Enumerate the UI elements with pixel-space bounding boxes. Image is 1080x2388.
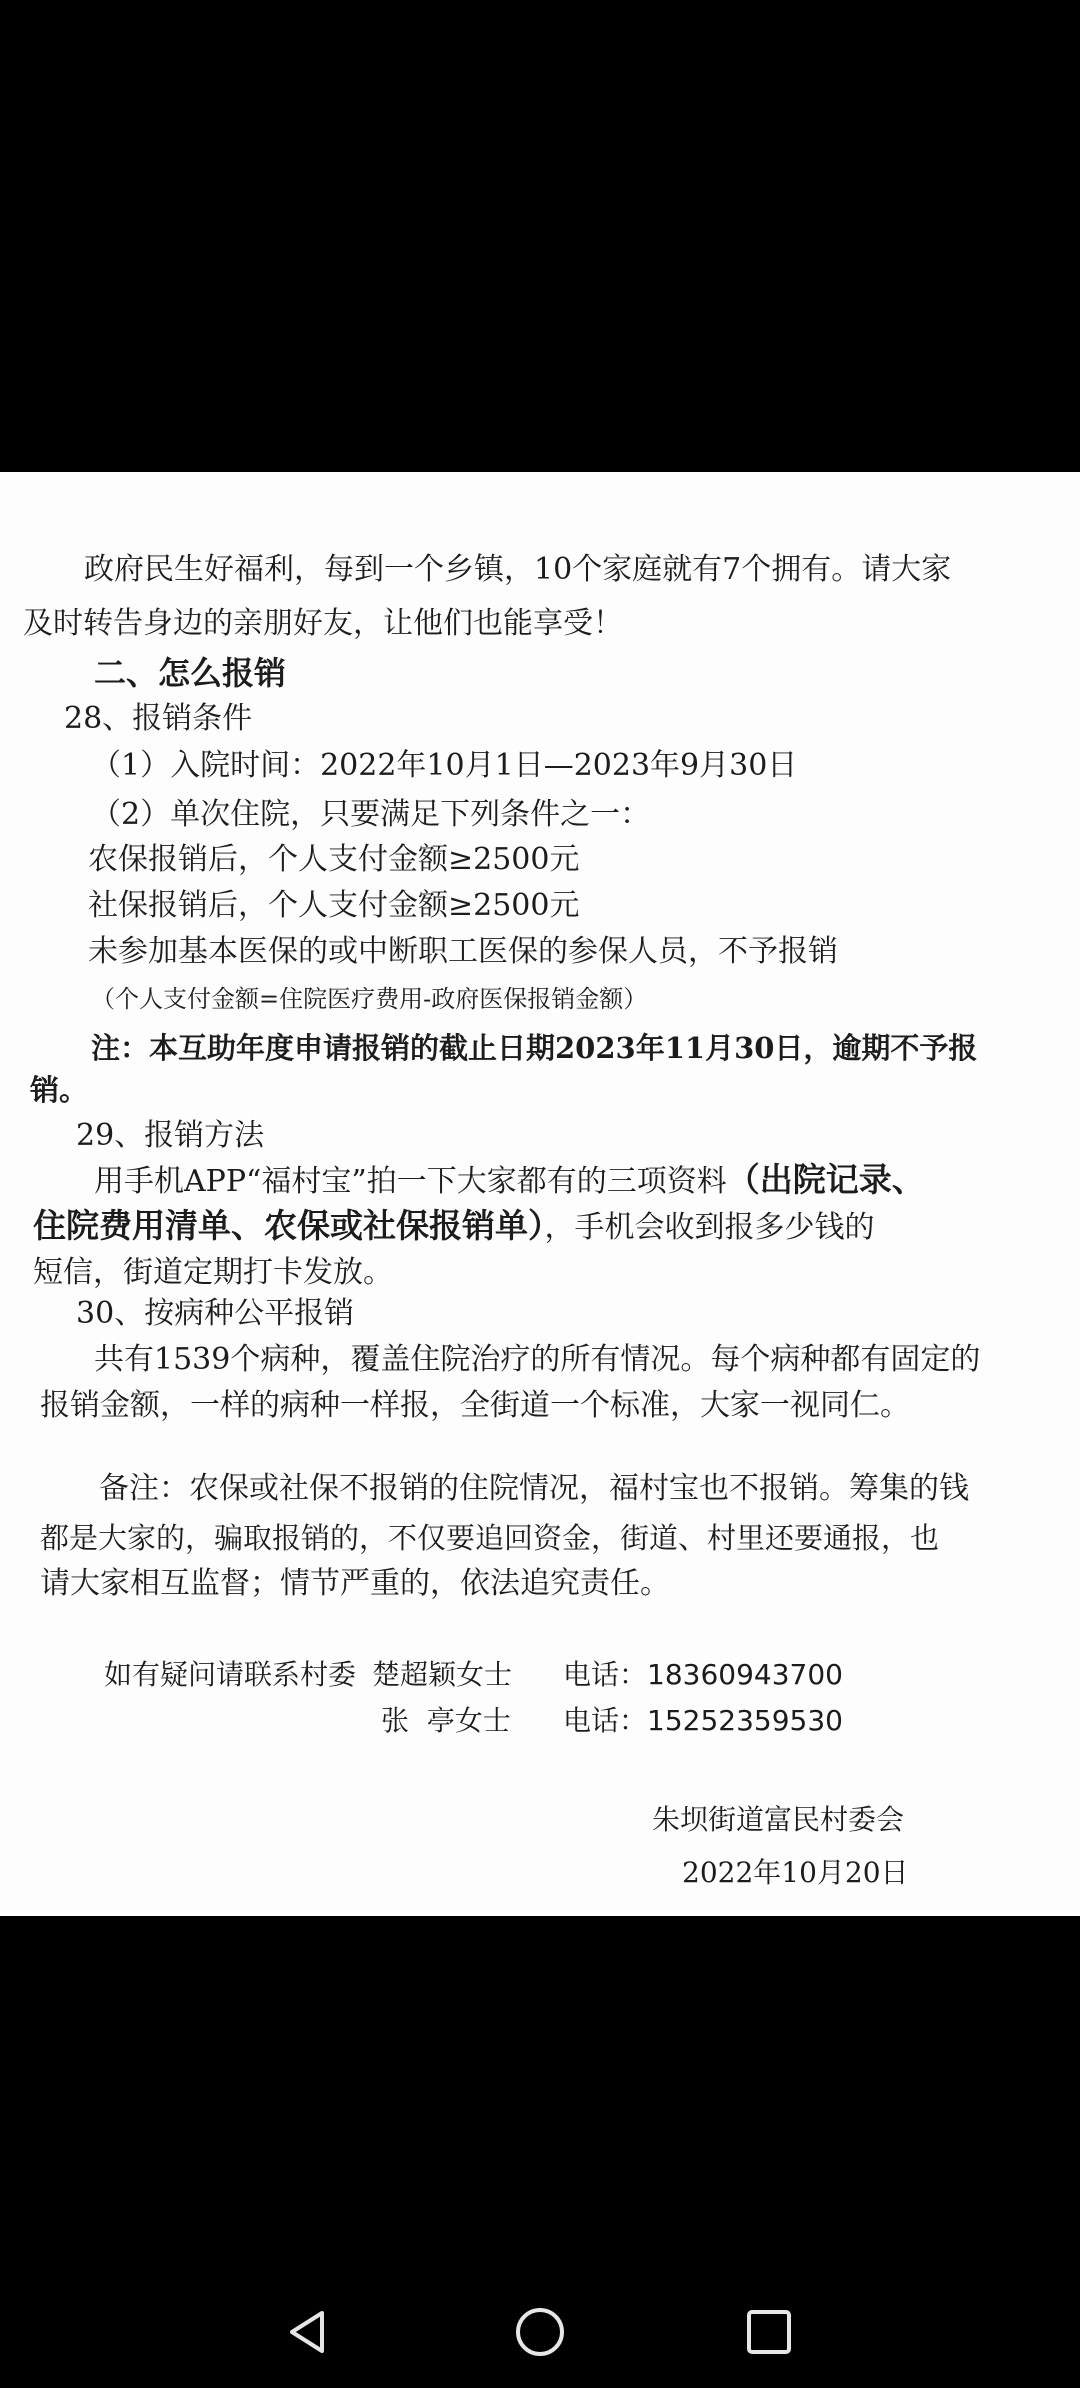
item30-heading: 30、按病种公平报销 (76, 1296, 355, 1331)
home-button[interactable] (510, 2302, 570, 2362)
item28-condition-1: （1）入院时间：2022年10月1日—2023年9月30日 (91, 748, 798, 783)
item28-note-line-2: 销。 (30, 1073, 89, 1107)
item28-option-2: 社保报销后，个人支付金额≥2500元 (88, 888, 580, 923)
item30-line-2: 报销金额，一样的病种一样报，全街道一个标准，大家一视同仁。 (40, 1388, 910, 1423)
item29-line-1-plain: 用手机APP“福村宝”拍一下大家都有的三项资料 (94, 1164, 727, 1199)
signature-date: 2022年10月20日 (682, 1856, 909, 1889)
back-icon (282, 2305, 336, 2359)
item28-option-1: 农保报销后，个人支付金额≥2500元 (88, 842, 580, 877)
notice-document (0, 472, 1080, 1916)
navigation-bar (0, 2272, 1080, 2388)
contact-phone-1: 电话：18360943700 (563, 1658, 843, 1691)
item29-line-2 (33, 1206, 875, 1245)
recents-button[interactable] (739, 2302, 799, 2362)
item29-line-1 (94, 1160, 925, 1199)
signature-org: 朱坝街道富民村委会 (652, 1803, 905, 1836)
recents-icon (743, 2306, 795, 2358)
contact-person-2: 张 亭女士 (381, 1704, 511, 1737)
home-icon (512, 2304, 568, 2360)
item29-heading: 29、报销方法 (76, 1118, 265, 1153)
remark-line-2: 都是大家的，骗取报销的，不仅要追回资金，街道、村里还要通报，也 (40, 1521, 940, 1555)
contact-phone-2: 电话：15252359530 (563, 1704, 843, 1737)
item29-line-1-bold: （出院记录、 (726, 1160, 925, 1199)
contact-person-1: 楚超颖女士 (372, 1658, 513, 1691)
item29-line-2-plain: ，手机会收到报多少钱的 (544, 1210, 875, 1245)
remark-line-3: 请大家相互监督；情节严重的，依法追究责任。 (40, 1566, 670, 1601)
contact-intro: 如有疑问请联系村委 (104, 1658, 357, 1691)
item28-note-line-1: 注：本互助年度申请报销的截止日期2023年11月30日，逾期不予报 (91, 1031, 978, 1065)
back-button[interactable] (279, 2302, 339, 2362)
intro-line-1: 政府民生好福利，每到一个乡镇，10个家庭就有7个拥有。请大家 (84, 552, 952, 587)
remark-line-1: 备注：农保或社保不报销的住院情况，福村宝也不报销。筹集的钱 (99, 1471, 969, 1506)
item29-line-2-bold: 住院费用清单、农保或社保报销单） (33, 1206, 545, 1245)
item29-line-3: 短信，街道定期打卡发放。 (33, 1255, 393, 1290)
section-title: 二、怎么报销 (94, 654, 287, 692)
item28-condition-2: （2）单次住院，只要满足下列条件之一： (91, 797, 651, 832)
item28-formula: （个人支付金额=住院医疗费用-政府医保报销金额） (91, 985, 648, 1013)
item28-option-3: 未参加基本医保的或中断职工医保的参保人员，不予报销 (88, 934, 838, 969)
item28-heading: 28、报销条件 (64, 701, 253, 736)
item30-line-1: 共有1539个病种，覆盖住院治疗的所有情况。每个病种都有固定的 (94, 1342, 981, 1377)
intro-line-2: 及时转告身边的亲朋好友，让他们也能享受！ (23, 606, 623, 641)
